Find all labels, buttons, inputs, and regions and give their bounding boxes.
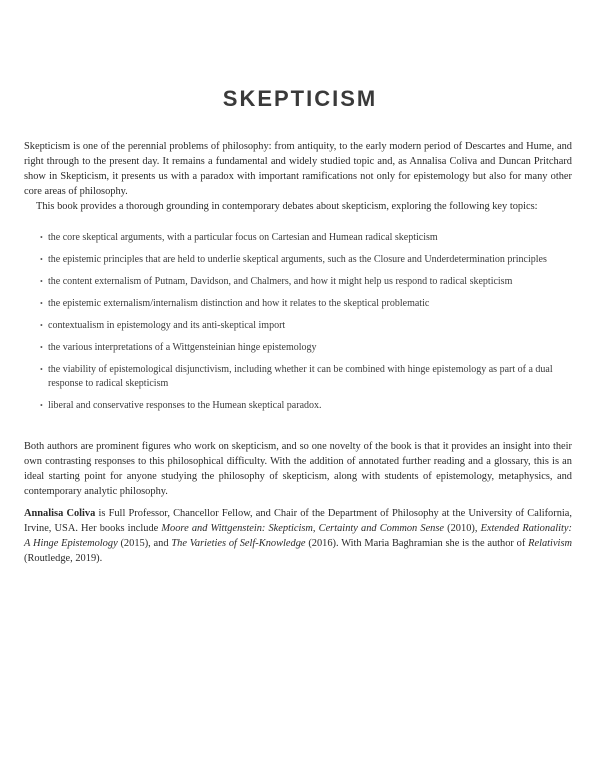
- list-item: [24, 319, 572, 333]
- bio-text-3: (2015), and: [117, 538, 172, 549]
- bullet-icon: •: [40, 233, 43, 242]
- closing-paragraph: Both authors are prominent figures who work on skepticism, and so one novelty of the book is that it provides an insight into their own contrasting responses to this philosophical difficulty. With the addition of annotated further reading and a glossary, this is an ideal starting point for anyone studying the philosophy of skepticism, along with students of epistemology, metaphysics, and contemporary analytic philosophy.: [24, 441, 572, 497]
- bullet-icon: •: [40, 255, 43, 264]
- bio-text-1: is Full Professor, Chancellor Fellow, and Chair of the Department of Philosophy at the University of California, Irvine, USA. Her books include: [24, 508, 573, 534]
- bio-text-4: (2016). With Maria Baghramian she is the author of: [305, 538, 529, 549]
- list-item: [24, 297, 572, 311]
- bio-text-2: (2010),: [444, 523, 481, 534]
- book-title: SKEPTICISM: [222, 86, 378, 111]
- topics-list: [24, 231, 572, 413]
- topic-text: the core skeptical arguments, with a particular focus on Cartesian and Humean radical skepticism: [48, 232, 438, 243]
- topic-text: the content externalism of Putnam, Davidson, and Chalmers, and how it might help us respond to radical skepticism: [48, 276, 513, 287]
- book-title-2: Extended Rationality: A Hinge Epistemology: [24, 523, 572, 549]
- bullet-icon: •: [40, 365, 43, 374]
- list-item: [24, 231, 572, 245]
- topic-text: contextualism in epistemology and its anti-skeptical import: [48, 320, 286, 331]
- bullet-icon: •: [40, 321, 43, 330]
- bullet-icon: •: [40, 343, 43, 352]
- book-title-1: Moore and Wittgenstein: Skepticism, Certainty and Common Sense: [161, 523, 445, 534]
- bullet-icon: •: [40, 277, 43, 286]
- book-title-4: Relativism: [528, 538, 572, 549]
- intro-paragraph-1: Skepticism is one of the perennial problems of philosophy: from antiquity, to the early modern period of Descartes and Hume, and right through to the present day. It remains a fundamental and widely studied topic and, as Annalisa Coliva and Duncan Pritchard show in Skepticism, it presents us with a paradox with important ramifications not only for epistemology but also for many other core areas of philosophy.: [24, 141, 572, 197]
- description-body: [24, 139, 572, 566]
- list-item: [24, 253, 572, 267]
- topic-text: the epistemic externalism/internalism distinction and how it relates to the skeptical problematic: [48, 298, 430, 309]
- bio-text-5: (Routledge, 2019).: [24, 553, 103, 564]
- intro-paragraph-2: This book provides a thorough grounding in contemporary debates about skepticism, exploring the following key topics:: [36, 201, 538, 212]
- topic-text: the viability of epistemological disjunctivism, including whether it can be combined with hinge epistemology as part of a dual response to radical skepticism: [48, 364, 553, 389]
- book-title-3: The Varieties of Self-Knowledge: [171, 538, 306, 549]
- author-bio: [24, 506, 572, 566]
- bullet-icon: •: [40, 299, 43, 308]
- topic-text: the epistemic principles that are held to underlie skeptical arguments, such as the Closure and Underdetermination principles: [48, 254, 547, 265]
- topic-text: the various interpretations of a Wittgensteinian hinge epistemology: [48, 342, 317, 353]
- topic-text: liberal and conservative responses to the Humean skeptical paradox.: [48, 400, 322, 411]
- list-item: [24, 275, 572, 289]
- list-item: [24, 399, 572, 413]
- bullet-icon: •: [40, 401, 43, 410]
- list-item: [24, 363, 572, 391]
- list-item: [24, 341, 572, 355]
- author-name: Annalisa Coliva: [24, 508, 96, 519]
